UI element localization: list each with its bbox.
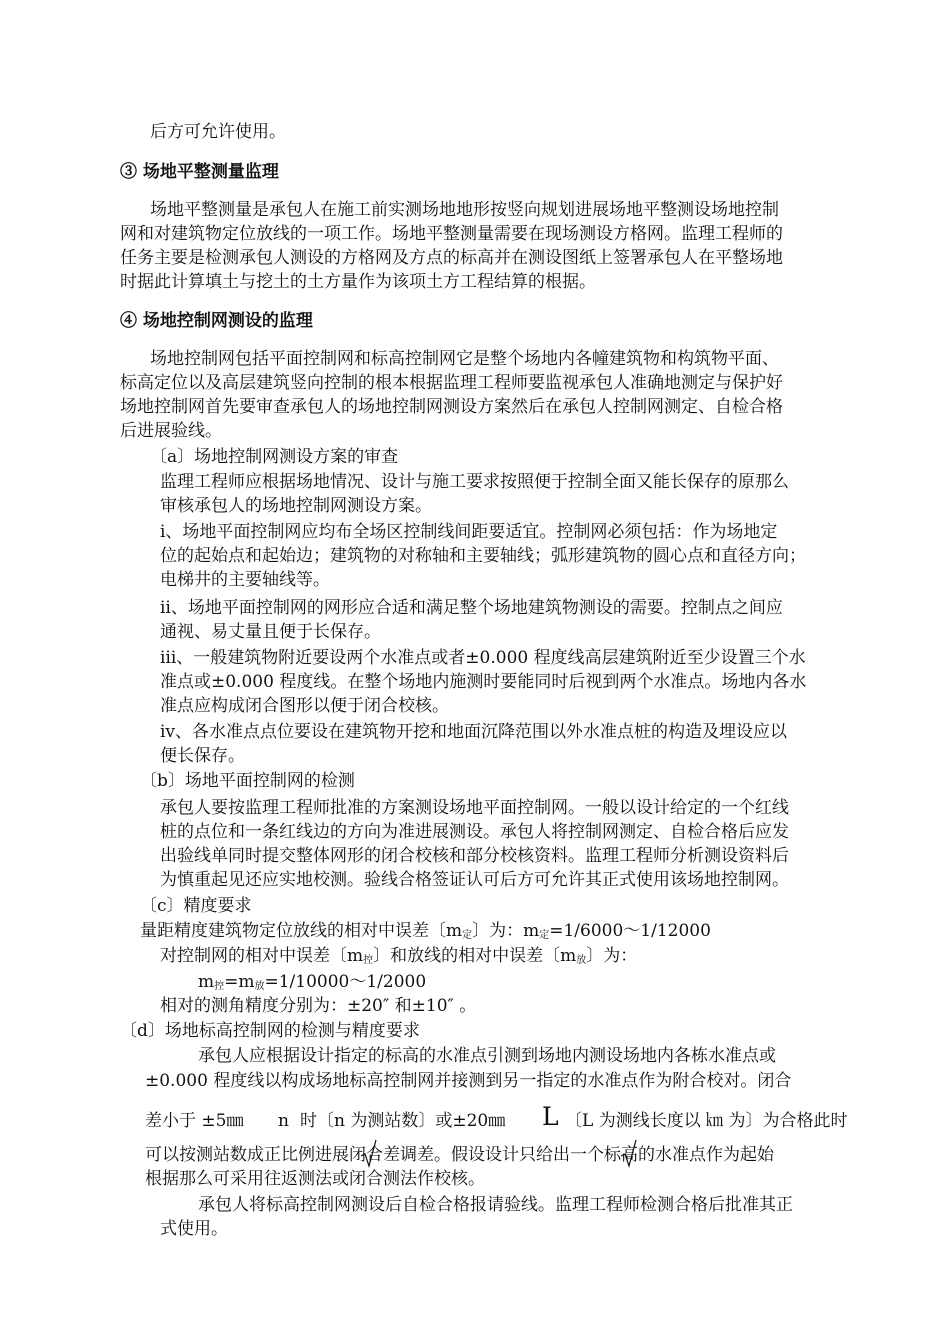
text-line: 后方可允许使用。 [150, 122, 286, 142]
text-run: 〕为：m [472, 921, 540, 941]
sqrt-symbol-icon [360, 1138, 378, 1168]
subscript: 定 [462, 930, 473, 941]
text-line: ⅲ、一般建筑物附近要设两个水准点或者±0.000 程度线高层建筑附近至少设置三个水 [160, 648, 806, 668]
text-line: ±0.000 程度线以构成场地标高控制网并接测到另一指定的水准点作为附合校对。闭合 [145, 1071, 792, 1091]
text-run: =m [224, 972, 255, 992]
text-line: 后进展验线。 [120, 421, 222, 441]
text-line: 场地控制网包括平面控制网和标高控制网它是整个场地内各幢建筑物和构筑物平面、 [150, 349, 779, 369]
subsection-title: 〔b〕场地平面控制网的检测 [140, 771, 355, 791]
text-line: 便长保存。 [160, 746, 245, 766]
text-line: 式使用。 [160, 1219, 228, 1239]
text-run: =1/10000～1/2000 [264, 972, 427, 992]
text-run: 量距精度建筑物定位放线的相对中误差〔m [140, 921, 463, 941]
subscript: 定 [539, 930, 550, 941]
text-line: 相对的测角精度分别为：±20″ 和±10″ 。 [160, 996, 477, 1016]
text-line: 根据那么可采用往返测法或闭合测法作校核。 [145, 1169, 485, 1189]
formula-line [160, 944, 637, 973]
text-line: 时据此计算填土与挖土的土方量作为该项土方工程结算的根据。 [120, 272, 596, 292]
text-run: 〕和放线的相对中误差〔m [373, 946, 577, 966]
text-line: 为慎重起见还应实地校测。验线合格签证认可后方可允许其正式使用该场地控制网。 [160, 870, 789, 890]
text-line: 位的起始点和起始边；建筑物的对称轴和主要轴线；弧形建筑物的圆心点和直径方向； [160, 546, 806, 566]
text-line: 监理工程师应根据场地情况、设计与施工要求按照便于控制全面又能长保存的原那么 [160, 472, 789, 492]
subscript: 放 [576, 955, 587, 966]
text-line: 任务主要是检测承包人测设的方格网及方点的标高并在测设图纸上签署承包人在平整场地 [120, 248, 783, 268]
text-line: ⅳ、各水准点点位要设在建筑物开挖和地面沉降范围以外水准点桩的构造及埋设应以 [160, 722, 788, 742]
subscript: 放 [254, 981, 265, 992]
subsection-title: 〔a〕场地控制网测设方案的审查 [150, 447, 399, 467]
text-run: m [198, 972, 215, 992]
section-heading: ③ 场地平整测量监理 [120, 162, 279, 182]
text-line: 电梯井的主要轴线等。 [160, 570, 330, 590]
text-line: 准点或±0.000 程度线。在整个场地内施测时要能同时后视到两个水准点。场地内各水 [160, 672, 807, 692]
text-run: 时〔n 为测站数〕或±20㎜ [300, 1111, 506, 1131]
text-line: 网和对建筑物定位放线的一项工作。场地平整测量需要在现场测设方格网。监理工程师的 [120, 224, 783, 244]
formula-variable: L [542, 1102, 559, 1131]
text-line: 准点应构成闭合图形以便于闭合校核。 [160, 696, 449, 716]
text-run: 对控制网的相对中误差〔m [160, 946, 364, 966]
text-line: ⅰ、场地平面控制网应均布全场区控制线间距要适宜。控制网必须包括：作为场地定 [160, 522, 778, 542]
text-line: 承包人应根据设计指定的标高的水准点引测到场地内测设场地内各栋水准点或 [198, 1046, 776, 1066]
text-run: 差小于 ±5㎜ [145, 1111, 244, 1131]
text-line: 承包人将标高控制网测设后自检合格报请验线。监理工程师检测合格后批准其正 [198, 1195, 793, 1215]
text-line: 出验线单同时提交整体网形的闭合校核和部分校核资料。监理工程师分析测设资料后 [160, 846, 789, 866]
text-line: 审核承包人的场地控制网测设方案。 [160, 496, 432, 516]
text-line: 通视、易丈量且便于长保存。 [160, 622, 381, 642]
section-heading: ④ 场地控制网测设的监理 [120, 311, 313, 331]
text-line: 承包人要按监理工程师批准的方案测设场地平面控制网。一般以设计给定的一个红线 [160, 798, 789, 818]
text-line: 可以按测站数成正比例进展闭合差调差。假设设计只给出一个标高的水准点作为起始 [145, 1145, 774, 1165]
text-run: 〕为： [586, 946, 638, 966]
text-line: 场地控制网首先要审查承包人的场地控制网测设方案然后在承包人控制网测定、自检合格 [120, 397, 783, 417]
text-line: ⅱ、场地平面控制网的网形应合适和满足整个场地建筑物测设的需要。控制点之间应 [160, 598, 783, 618]
text-line: 标高定位以及高层建筑竖向控制的根本根据监理工程师要监视承包人准确地测定与保护好 [120, 373, 783, 393]
text-line: 桩的点位和一条红线边的方向为准进展测设。承包人将控制网测定、自检合格后应发 [160, 822, 789, 842]
subscript: 控 [363, 955, 374, 966]
sqrt-symbol-icon [620, 1138, 638, 1168]
formula-variable: n [278, 1111, 289, 1131]
text-run: =1/6000～1/12000 [549, 921, 711, 941]
subsection-title: 〔d〕场地标高控制网的检测与精度要求 [120, 1021, 420, 1041]
subscript: 控 [214, 981, 225, 992]
text-run: 〔L 为测线长度以 ㎞ 为〕为合格此时 [565, 1111, 848, 1131]
subsection-title: 〔c〕精度要求 [140, 896, 252, 916]
text-line: 场地平整测量是承包人在施工前实测场地地形按竖向规划进展场地平整测设场地控制 [150, 200, 779, 220]
